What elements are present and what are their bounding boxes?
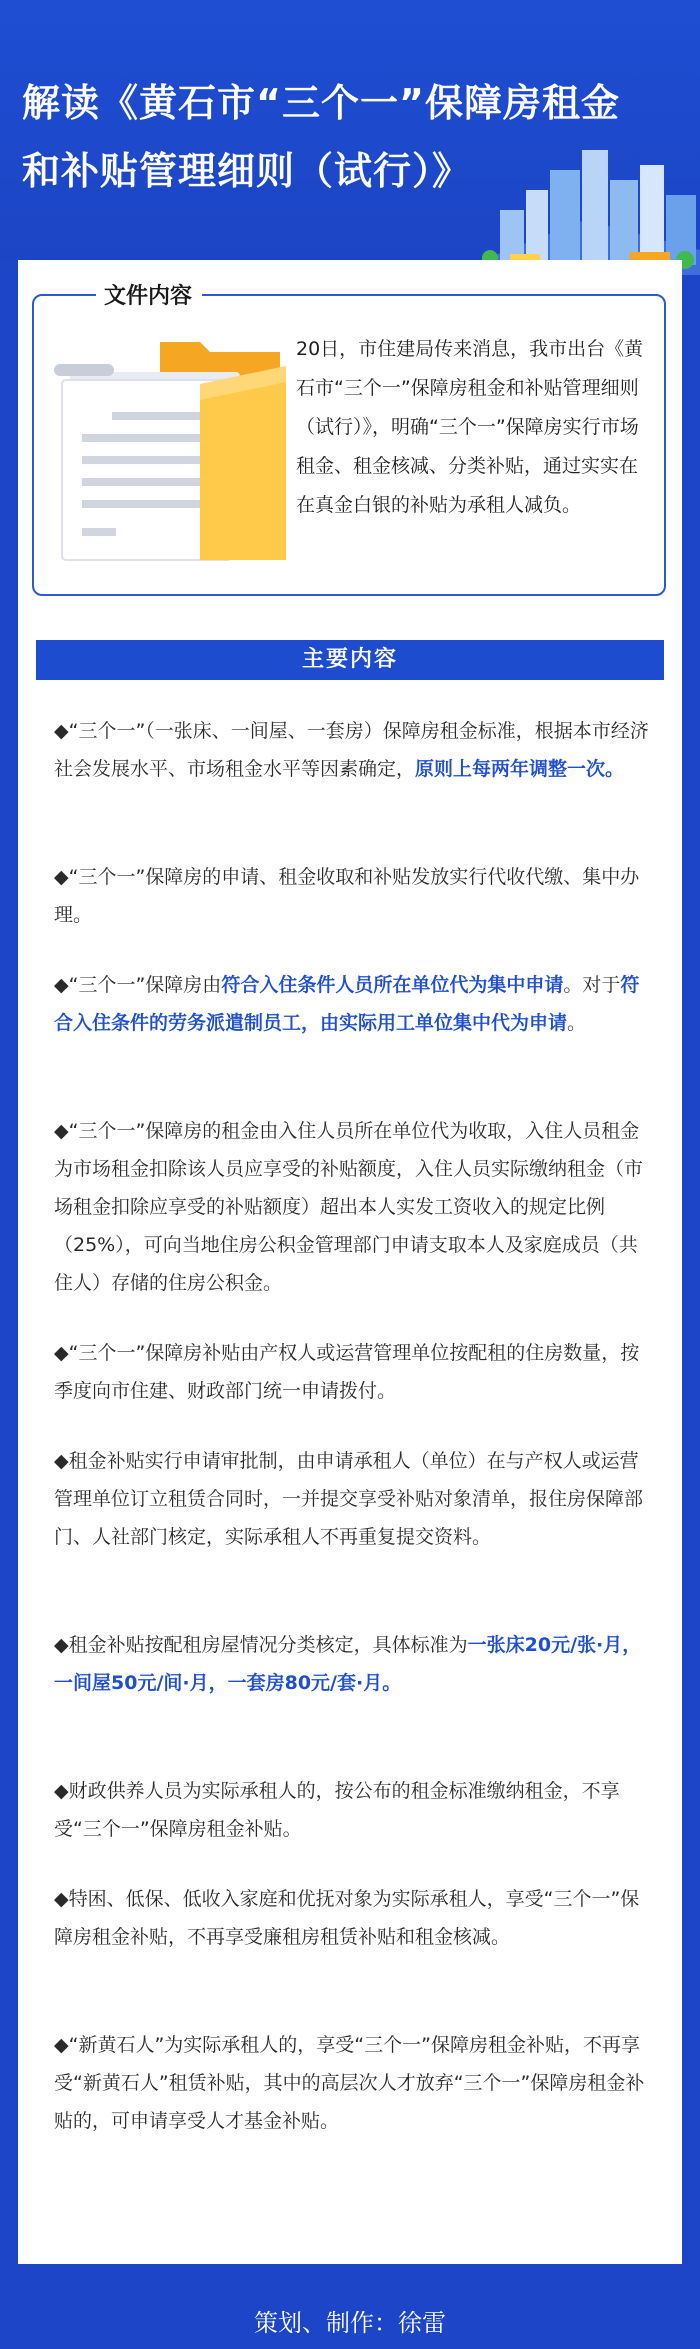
section-title-bar <box>36 640 664 680</box>
intro-text: 20日，市住建局传来消息，我市出台《黄石市“三个一”保障房租金和补贴管理细则（试行）》，明确“三个一”保障房实行市场租金、租金核减、分类补贴，通过实实在在真金白银的补贴为承租人减负。 <box>296 338 644 516</box>
paragraph-text: ◆“三个一”（一张床、一间屋、一套房）保障房租金标准，根据本市经济社会发展水平、市场租金水平等因素确定， <box>54 720 649 780</box>
paragraph-text: ◆“三个一”保障房补贴由产权人或运营管理单位按配租的住房数量，按季度向市住建、财政部门统一申请拨付。 <box>54 1342 640 1402</box>
paragraph-text: ◆租金补贴实行申请审批制，由申请承租人（单位）在与产权人或运营管理单位订立租赁合同时，一并提交享受补贴对象清单，报住房保障部门、人社部门核定，实际承租人不再重复提交资料。 <box>54 1450 644 1548</box>
label-decoration-right <box>204 294 240 296</box>
label-decoration-left <box>60 294 96 296</box>
content-card <box>18 260 682 2264</box>
paragraph-highlight: 原则上每两年调整一次。 <box>415 758 625 780</box>
paragraph-highlight: 一张床20元/张·月，一间屋50元/间·月，一套房80元/套·月。 <box>54 1634 642 1694</box>
paragraph-5 <box>54 1334 654 1410</box>
paragraph-text: ◆“三个一”保障房由 <box>54 974 222 996</box>
intro-label-text: 文件内容 <box>104 284 193 309</box>
paragraph-text: 。对于 <box>563 974 621 996</box>
paragraph-6 <box>54 1442 654 1556</box>
paragraph-text: 。 <box>567 1012 587 1034</box>
paragraph-text: ◆“新黄石人”为实际承租人的，享受“三个一”保障房租金补贴，不再享受“新黄石人”租赁补贴，其中的高层次人才放弃“三个一”保障房租金补贴的，可申请享受人才基金补贴。 <box>54 2034 645 2132</box>
paragraph-text: ◆财政供养人员为实际承租人的，按公布的租金标准缴纳租金，不享受“三个一”保障房租金补贴。 <box>54 1780 620 1840</box>
paragraph-1 <box>54 712 654 788</box>
folder-document-icon <box>50 322 290 572</box>
page-title-line-1: 解读《黄石市“三个一”保障房租金 <box>22 81 620 125</box>
paragraph-3 <box>54 966 654 1042</box>
paragraph-highlight: 符合入住条件人员所在单位代为集中申请 <box>221 974 564 996</box>
paragraph-8 <box>54 1772 654 1848</box>
paragraph-4 <box>54 1112 654 1302</box>
page-title-line-2: 和补贴管理细则（试行）》 <box>22 149 472 193</box>
paragraph-text: ◆租金补贴按配租房屋情况分类核定，具体标准为 <box>54 1634 468 1656</box>
credits-footer: 策划、制作：徐雷 <box>254 2309 446 2337</box>
page-header <box>0 0 700 262</box>
intro-label <box>60 279 202 310</box>
paragraph-text: ◆“三个一”保障房的申请、租金收取和补贴发放实行代收代缴、集中办理。 <box>54 866 640 926</box>
paragraph-highlight: 符合入住条件的劳务派遣制员工，由实际用工单位集中代为申请 <box>54 974 640 1034</box>
paragraph-text: ◆特困、低保、低收入家庭和优抚对象为实际承租人，享受“三个一”保障房租金补贴，不再享受廉租房租赁补贴和租金核减。 <box>54 1888 640 1948</box>
paragraph-9 <box>54 1880 654 1956</box>
paragraph-text: ◆“三个一”保障房的租金由入住人员所在单位代为收取，入住人员租金为市场租金扣除该人员应享受的补贴额度，入住人员实际缴纳租金（市场租金扣除应享受的补贴额度）超出本人实发工资收入的规定比例（25%），可向当地住房公积金管理部门申请支取本人及家庭成员（共住人）存储的住房公积金。 <box>54 1120 644 1294</box>
paragraph-10 <box>54 2026 654 2140</box>
section-title: 主要内容 <box>301 647 398 672</box>
city-buildings-icon <box>470 140 700 275</box>
paragraph-7 <box>54 1626 654 1702</box>
intro-box <box>32 284 666 596</box>
paragraph-2 <box>54 858 654 934</box>
